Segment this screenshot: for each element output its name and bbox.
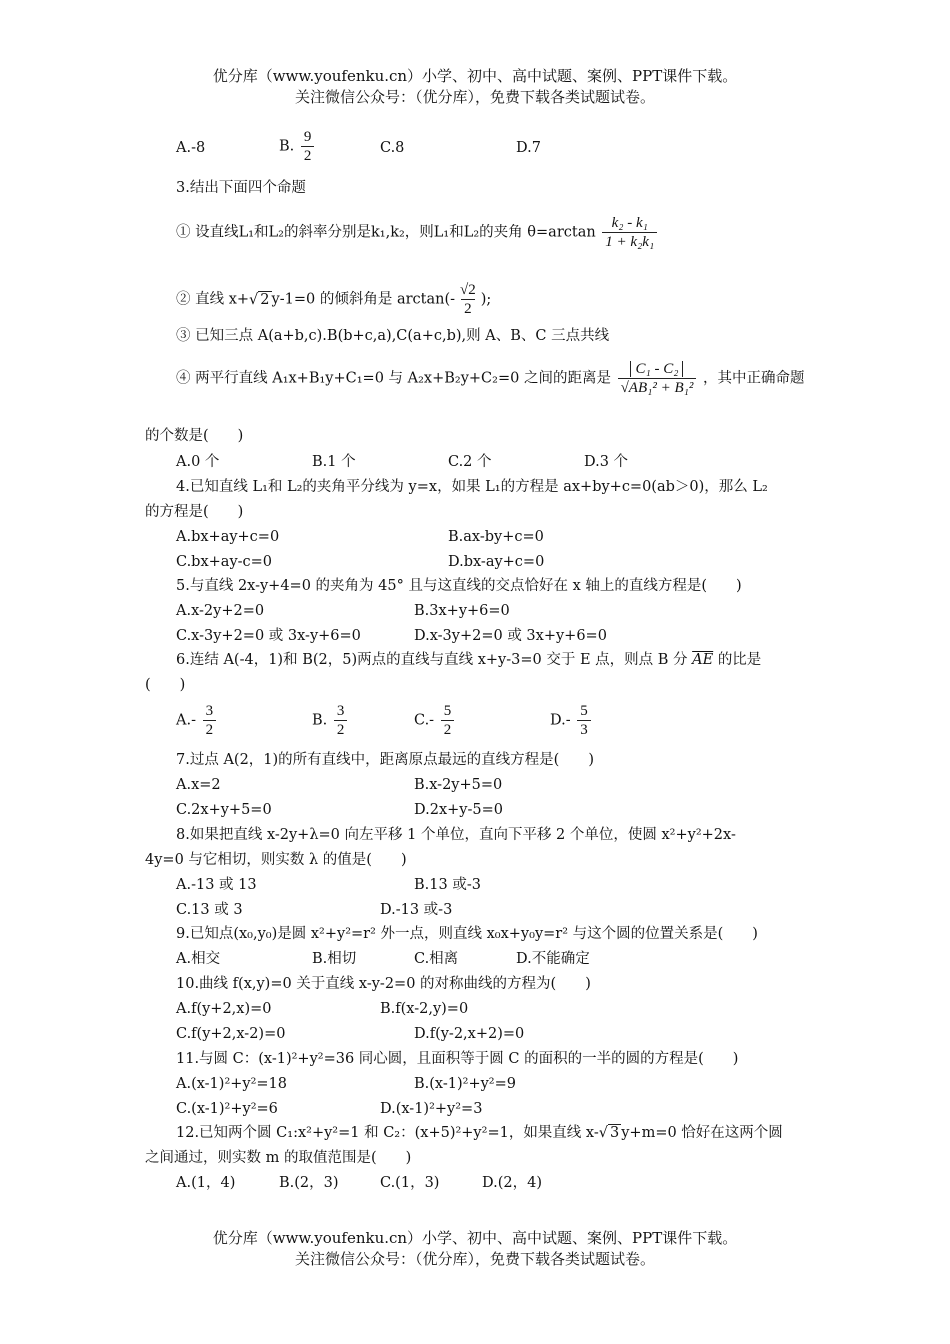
q10-option-a: A.f(y+2,x)=0 <box>176 1001 272 1017</box>
q7-option-c: C.2x+y+5=0 <box>176 802 272 818</box>
q6-segment: $\overline{AE}$ <box>692 652 714 668</box>
sqrt-symbol: √ 2 <box>249 291 270 308</box>
q12-stem-line-1 <box>176 1123 783 1143</box>
q3-option-a: A.0 个 <box>176 454 220 470</box>
q8-option-c: C.13 或 3 <box>176 902 243 918</box>
option-fraction <box>441 702 455 739</box>
q5-stem: 5.与直线 2x-y+4=0 的夹角为 45° 且与这直线的交点恰好在 x 轴上的直线方程是( ) <box>176 578 742 594</box>
page-header <box>0 66 950 108</box>
fraction-numerator: √2 <box>460 282 476 298</box>
q7-option-a: A.x=2 <box>176 777 221 793</box>
fraction-numerator: 9 <box>303 129 312 145</box>
footer-line-2: 关注微信公众号：（优分库），免费下载各类试题试卷。 <box>294 1250 655 1268</box>
radicand: 3 <box>610 1125 620 1141</box>
fraction-numerator: k₂ - k₁ <box>611 215 648 231</box>
option-fraction <box>334 702 348 739</box>
fraction-numerator <box>627 360 686 378</box>
q3-p4-post: ，其中正确命题 <box>702 370 805 387</box>
fraction-numerator: 5 <box>580 703 588 719</box>
q12-stem-post: y+m=0 恰好在这两个圆 <box>621 1125 783 1141</box>
q12-stem-pre: 12.已知两个圆 C₁:x²+y²=1 和 C₂：(x+5)²+y²=1，如果直线 x- <box>176 1125 599 1141</box>
q9-stem: 9.已知点(x₀,y₀)是圆 x²+y²=r² 外一点，则直线 x₀x+y₀y=r² 与这个圆的位置关系是( ) <box>176 926 758 942</box>
q6-option-d <box>550 702 593 739</box>
q8-stem-line-2: 4y=0 与它相切，则实数 λ 的值是( ) <box>145 852 407 868</box>
fraction-denominator: 2 <box>461 299 475 318</box>
footer-line-1: 优分库（www.youfenku.cn）小学、初中、高中试题、案例、PPT课件下载。 <box>212 1229 738 1247</box>
q6-option-a <box>176 702 218 739</box>
q8-option-b: B.13 或-3 <box>414 877 481 893</box>
fraction-denominator: √AB₁² + B₁² <box>618 378 697 397</box>
q10-option-d: D.f(y-2,x+2)=0 <box>414 1026 525 1042</box>
q3-p4-text: ④ 两平行直线 A₁x+B₁y+C₁=0 与 A₂x+B₂y+C₂=0 之间的距离是 <box>176 370 611 387</box>
option-prefix: C.- <box>414 712 435 729</box>
q12-option-a: A.(1，4) <box>176 1175 236 1191</box>
q5-option-a: A.x-2y+2=0 <box>176 603 265 619</box>
q2-option-b <box>279 128 316 165</box>
option-fraction <box>577 702 591 739</box>
q5-option-b: B.3x+y+6=0 <box>414 603 510 619</box>
q11-option-c: C.(x-1)²+y²=6 <box>176 1101 278 1117</box>
q9-option-d: D.不能确定 <box>516 951 590 967</box>
q3-option-c: C.2 个 <box>448 454 492 470</box>
q2-option-b-fraction <box>301 128 315 165</box>
fraction-denominator: 2 <box>301 146 315 165</box>
absolute-value: C₁ - C₂ <box>630 361 683 377</box>
fraction-denominator: 2 <box>334 720 348 739</box>
fraction-denominator: 2 <box>203 720 217 739</box>
q10-stem: 10.曲线 f(x,y)=0 关于直线 x-y-2=0 的对称曲线的方程为( ) <box>176 976 591 992</box>
q3-p2-fraction <box>457 281 479 318</box>
fraction-denominator: 3 <box>577 720 591 739</box>
q4-stem-line-1: 4.已知直线 L₁和 L₂的夹角平分线为 y=x，如果 L₁的方程是 ax+by+c=0(ab＞0)，那么 L₂ <box>176 479 768 495</box>
q11-option-a: A.(x-1)²+y²=18 <box>176 1076 288 1092</box>
q3-proposition-1 <box>176 214 659 251</box>
option-prefix: D.- <box>550 712 571 729</box>
q2-option-c: C.8 <box>380 140 405 156</box>
q9-option-a: A.相交 <box>176 951 221 967</box>
q2-option-d: D.7 <box>516 140 541 156</box>
q3-p1-text: ① 设直线L₁和L₂的斜率分别是k₁,k₂，则L₁和L₂的夹角 θ=arctan <box>176 224 596 241</box>
q6-option-b <box>312 702 349 739</box>
radicand: AB₁² + B₁² <box>628 380 694 396</box>
q11-option-d: D.(x-1)²+y²=3 <box>380 1101 483 1117</box>
q6-stem-text: 6.连结 A(-4，1)和 B(2，5)两点的直线与直线 x+y-3=0 交于 E 点，则点 B 分 <box>176 652 688 668</box>
q3-proposition-4 <box>176 360 804 397</box>
q7-option-b: B.x-2y+5=0 <box>414 777 503 793</box>
q3-proposition-2 <box>176 281 491 318</box>
q12-option-b: B.(2，3) <box>279 1175 339 1191</box>
fraction-denominator: 2 <box>441 720 455 739</box>
q3-p4-fraction <box>618 360 697 397</box>
fraction-numerator: 5 <box>443 703 452 719</box>
q3-proposition-3: ③ 已知三点 A(a+b,c).B(b+c,a),C(a+c,b),则 A、B、C 三点共线 <box>176 328 610 344</box>
q2-option-b-prefix: B. <box>279 138 295 155</box>
fraction-numerator: 3 <box>205 703 214 719</box>
q4-stem-line-2: 的方程是( ) <box>145 504 244 520</box>
q7-stem: 7.过点 A(2，1)的所有直线中，距离原点最远的直线方程是( ) <box>176 752 594 768</box>
q6-option-c <box>414 702 456 739</box>
q8-option-d: D.-13 或-3 <box>380 902 453 918</box>
header-line-2: 关注微信公众号：（优分库），免费下载各类试题试卷。 <box>294 88 655 106</box>
option-prefix: A.- <box>176 712 196 729</box>
q10-option-b: B.f(x-2,y)=0 <box>380 1001 469 1017</box>
option-prefix: B. <box>312 712 328 729</box>
q12-stem-line-2: 之间通过，则实数 m 的取值范围是( ) <box>145 1150 412 1166</box>
q3-p1-fraction <box>602 214 657 251</box>
q9-option-c: C.相离 <box>414 951 459 967</box>
option-fraction <box>203 702 217 739</box>
q3-option-b: B.1 个 <box>312 454 356 470</box>
q2-option-a: A.-8 <box>176 140 206 156</box>
q3-stem: 3.结出下面四个命题 <box>176 180 306 196</box>
sqrt-symbol: √ 3 <box>598 1125 620 1141</box>
q8-option-a: A.-13 或 13 <box>176 877 257 893</box>
q3-option-d: D.3 个 <box>584 454 629 470</box>
q4-option-c: C.bx+ay-c=0 <box>176 554 273 570</box>
radicand: 2 <box>260 291 270 308</box>
q10-option-c: C.f(y+2,x-2)=0 <box>176 1026 286 1042</box>
q8-stem-line-1: 8.如果把直线 x-2y+λ=0 向左平移 1 个单位，直向下平移 2 个单位，使圆 x²+y²+2x- <box>176 827 736 843</box>
q3-p2-pre: ② 直线 x+ <box>176 291 250 308</box>
q6-paren: ( ) <box>145 677 186 693</box>
page-footer <box>0 1228 950 1270</box>
q7-option-d: D.2x+y-5=0 <box>414 802 503 818</box>
q11-stem: 11.与圆 C：(x-1)²+y²=36 同心圆，且面积等于圆 C 的面积的一半的圆的方程是( ) <box>176 1051 739 1067</box>
fraction-numerator: 3 <box>336 703 345 719</box>
q5-option-c: C.x-3y+2=0 或 3x-y+6=0 <box>176 628 361 644</box>
q12-option-d: D.(2，4) <box>482 1175 542 1191</box>
q3-p2-post: ); <box>480 291 492 308</box>
q3-tail: 的个数是( ) <box>145 428 244 444</box>
q3-p2-mid: y-1=0 的倾斜角是 arctan(- <box>271 291 456 308</box>
q6-stem-post: 的比是 <box>717 652 762 668</box>
q12-option-c: C.(1，3) <box>380 1175 440 1191</box>
q5-option-d: D.x-3y+2=0 或 3x+y+6=0 <box>414 628 607 644</box>
q4-option-b: B.ax-by+c=0 <box>448 529 544 545</box>
q4-option-d: D.bx-ay+c=0 <box>448 554 545 570</box>
q6-stem <box>176 650 761 670</box>
q11-option-b: B.(x-1)²+y²=9 <box>414 1076 516 1092</box>
q9-option-b: B.相切 <box>312 951 357 967</box>
q4-option-a: A.bx+ay+c=0 <box>176 529 280 545</box>
header-line-1: 优分库（www.youfenku.cn）小学、初中、高中试题、案例、PPT课件下载。 <box>212 67 738 85</box>
fraction-denominator: 1 + k₂k₁ <box>602 232 657 251</box>
